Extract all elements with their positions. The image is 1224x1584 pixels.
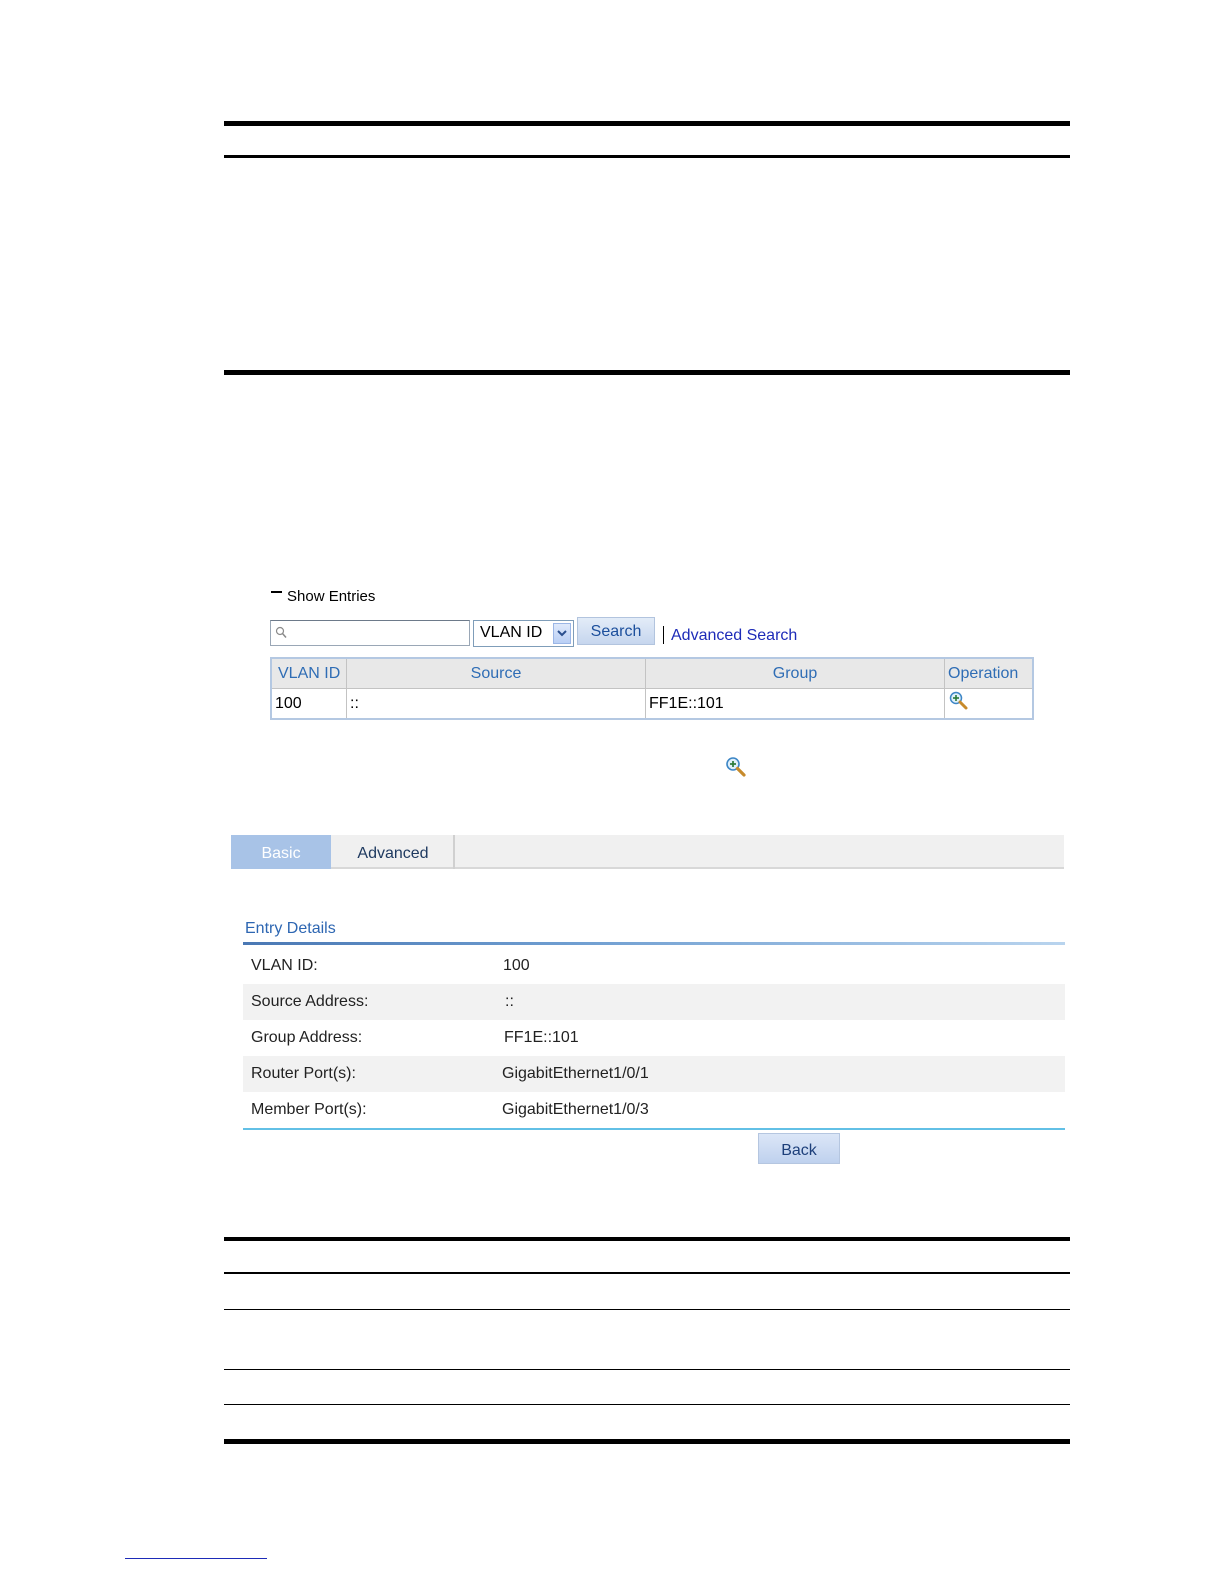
chevron-down-icon[interactable] [553,623,571,644]
detail-value-text: GigabitEthernet1/0/1 [502,1065,649,1082]
doc-table-header-rule [224,155,1070,158]
detail-value-text: 100 [503,957,530,974]
cell-group: FF1E::101 [646,689,945,720]
detail-label: Group Address: [251,1029,363,1046]
detail-value-text: GigabitEthernet1/0/3 [502,1101,649,1118]
detail-row-vlan-id [243,948,1065,984]
doc-table2-row-rule [224,1369,1070,1370]
detail-label: Source Address: [243,984,491,1020]
doc-table2-bottom-rule [224,1439,1070,1444]
doc-table-top-rule [224,121,1070,126]
doc-table2-top-rule [224,1237,1070,1241]
footnote-rule [125,1558,267,1559]
column-header-group[interactable]: Group [646,658,945,689]
cell-vlan-id: 100 [271,689,347,720]
search-input[interactable] [289,623,465,643]
detail-label: Router Port(s): [243,1056,491,1092]
section-title: Entry Details [245,920,336,937]
tab-basic[interactable]: Basic [231,835,331,869]
collapse-icon [271,591,282,593]
separator [663,626,664,644]
detail-value [491,1020,1065,1056]
detail-value [491,984,1065,1020]
column-header-vlan-id[interactable]: VLAN ID [271,658,347,689]
zoom-in-icon [724,756,748,783]
advanced-search-link[interactable]: Advanced Search [671,627,798,644]
column-header-source[interactable]: Source [347,658,646,689]
entry-details-table [243,948,1065,1128]
show-entries-toggle[interactable] [271,588,375,605]
detail-value-text: :: [505,993,514,1010]
detail-label: Member Port(s): [251,1101,367,1118]
section-divider [243,942,1065,945]
zoom-in-icon[interactable] [948,691,970,716]
search-icon [275,626,287,644]
detail-label: VLAN ID: [251,957,318,974]
detail-row-member-ports [243,1092,1065,1128]
tab-advanced[interactable]: Advanced [333,835,455,869]
results-table [270,657,1034,720]
doc-table2-row-rule [224,1404,1070,1405]
detail-row-source-address [243,984,1065,1020]
table-row [271,689,1033,720]
cell-operation [945,689,1034,720]
doc-table2-row-rule [224,1309,1070,1310]
search-field-select-value: VLAN ID [480,624,543,641]
show-entries-label: Show Entries [287,588,376,605]
search-button[interactable]: Search [577,617,655,645]
detail-row-group-address [243,1020,1065,1056]
doc-table-bottom-rule [224,370,1070,375]
results-header-row [271,658,1033,689]
detail-value [491,948,1065,984]
detail-value [491,1092,1065,1128]
back-button[interactable]: Back [758,1133,840,1164]
cell-source: :: [347,689,646,720]
details-bottom-divider [243,1128,1065,1130]
detail-value [491,1056,1065,1092]
detail-row-router-ports [243,1056,1065,1092]
tab-bar [231,835,1064,869]
search-field-select[interactable] [473,620,574,647]
column-header-operation: Operation [945,658,1034,689]
detail-value-text: FF1E::101 [504,1029,579,1046]
search-field[interactable] [270,620,470,646]
doc-table2-header-rule [224,1272,1070,1274]
